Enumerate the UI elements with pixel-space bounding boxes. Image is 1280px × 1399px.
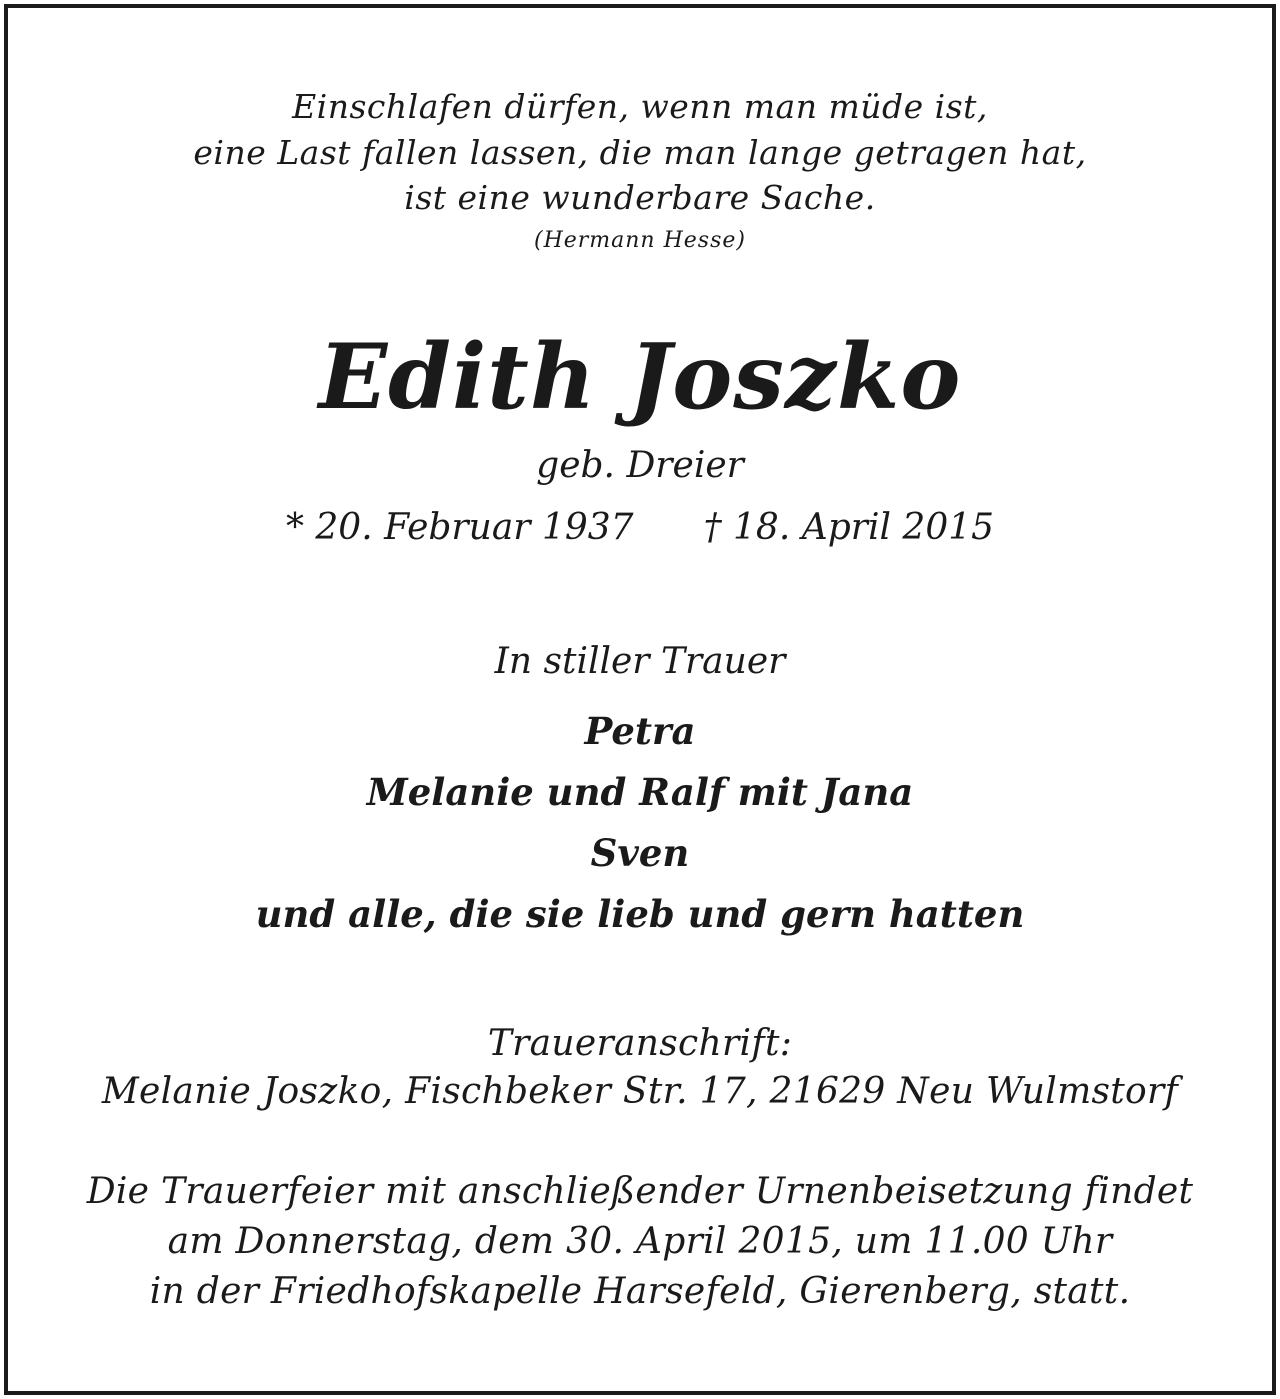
mourner-name: und alle, die sie lieb und gern hatten bbox=[255, 892, 1025, 936]
life-dates bbox=[8, 507, 1272, 548]
address-value: Melanie Joszko, Fischbeker Str. 17, 21629 Neu Wulmstorf bbox=[101, 1071, 1179, 1112]
ceremony-line: am Donnerstag, dem 30. April 2015, um 11.00 Uhr bbox=[167, 1221, 1113, 1262]
mourner-name: Melanie und Ralf mit Jana bbox=[366, 770, 914, 814]
mourner-name: Petra bbox=[584, 709, 696, 753]
mourner-name: Sven bbox=[590, 831, 690, 875]
obituary-notice bbox=[4, 4, 1276, 1395]
ceremony-line: in der Friedhofskapelle Harsefeld, Gierenberg, statt. bbox=[149, 1271, 1131, 1312]
quote-attribution: (Hermann Hesse) bbox=[533, 228, 746, 253]
maiden-name: geb. Dreier bbox=[536, 445, 744, 486]
address-label: Traueranschrift: bbox=[487, 1023, 793, 1064]
ceremony-line: Die Trauerfeier mit anschließender Urnenbeisetzung findet bbox=[86, 1171, 1194, 1212]
quote-line: Einschlafen dürfen, wenn man müde ist, bbox=[292, 87, 988, 126]
mourning-intro: In stiller Trauer bbox=[494, 641, 786, 682]
birth-date: * 20. Februar 1937 bbox=[285, 507, 634, 548]
deceased-name: Edith Joszko bbox=[318, 324, 962, 430]
death-date: † 18. April 2015 bbox=[703, 507, 995, 548]
quote-line: eine Last fallen lassen, die man lange getragen hat, bbox=[193, 133, 1087, 172]
quote-line: ist eine wunderbare Sache. bbox=[404, 178, 876, 217]
